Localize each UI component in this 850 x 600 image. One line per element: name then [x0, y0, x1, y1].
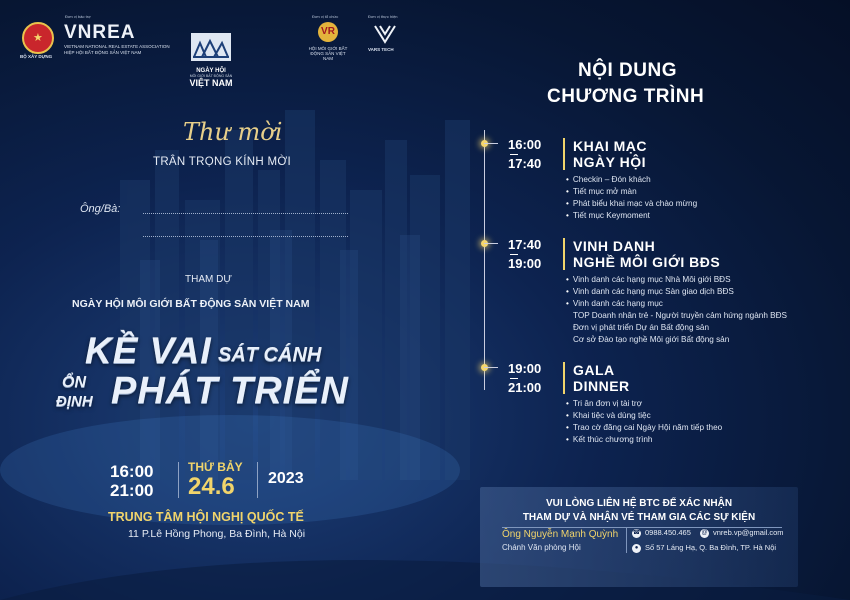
list-item: • Khai tiệc và dùng tiệc: [566, 410, 722, 422]
list-sub-item: Đơn vị phát triển Dự án Bất động sản: [573, 323, 710, 332]
list-item: • Vinh danh các hạng mục: [566, 298, 787, 310]
vars-tech-logo-icon: [373, 24, 397, 44]
vars-tech-name: VARS TECH: [368, 47, 394, 52]
time-start: 16:00: [110, 462, 154, 481]
list-item: • Kết thúc chương trình: [566, 434, 722, 446]
invitation-script-title: Thư mời: [183, 118, 283, 146]
sponsor-caption: Đơn vị bảo trợ: [65, 14, 91, 19]
name-field-line: [143, 213, 348, 214]
session-time: 19:00 21:00: [508, 361, 542, 395]
ministry-label: BỘ XÂY DỰNG: [20, 54, 53, 59]
contact-heading: VUI LÒNG LIÊN HỆ BTC ĐỂ XÁC NHẬN THAM DỰ VÀ NHẬN VÉ THAM GIA CÁC SỰ KIỆN: [522, 498, 756, 523]
name-field-label: Ông/Bà:: [80, 203, 121, 215]
list-item: • Vinh danh các hạng mục Sàn giao dịch BĐS: [566, 286, 787, 298]
bridge-icon: [188, 33, 234, 63]
list-item: • Trao cờ đăng cai Ngày Hội năm tiếp theo: [566, 422, 722, 434]
event-time: [110, 462, 153, 500]
list-item: • Tiết mục mở màn: [566, 186, 697, 198]
program-title-1: NỘI DUNG: [578, 60, 677, 81]
session-items: [566, 398, 722, 446]
list-item: • Tri ân đơn vị tài trợ: [566, 398, 722, 410]
contact-email: @ vnreb.vp@gmail.com: [701, 528, 784, 537]
program-title-2: CHƯƠNG TRÌNH: [547, 86, 705, 107]
executor-caption: Đơn vị thực hiện: [368, 14, 398, 19]
vnrea-vi-name: HIỆP HỘI BẤT ĐỘNG SẢN VIỆT NAM: [64, 50, 142, 55]
date-separator: [178, 462, 179, 498]
session-time: 16:00 17:40: [508, 137, 542, 171]
name-field-line-2: [143, 236, 348, 237]
contact-person: Ông Nguyễn Mạnh Quỳnh: [502, 529, 619, 540]
slogan-keo-vai: KỀ VAI: [85, 330, 212, 371]
host-name: HỘI MÔI GIỚI BẤT ĐỘNG SẢN VIỆT NAM: [308, 46, 348, 61]
session-title: VINH DANH NGHỀ MÔI GIỚI BĐS: [573, 238, 721, 270]
list-sub-item: Cơ sở Đào tạo nghề Môi giới Bất động sản: [573, 335, 730, 344]
event-date: 24.6: [188, 473, 235, 500]
attend-label: THAM DỰ: [185, 274, 232, 285]
session-items: [566, 274, 787, 346]
event-logo: NGÀY HỘI MÔI GIỚI BẤT ĐỘNG SẢN VIỆT NAM: [188, 33, 234, 91]
event-year: 2023: [268, 470, 304, 487]
event-name: NGÀY HỘI MÔI GIỚI BẤT ĐỘNG SẢN VIỆT NAM: [72, 298, 310, 310]
year-separator: [257, 462, 258, 498]
list-sub-item: TOP Doanh nhân trẻ - Người truyền cảm hứng ngành BĐS: [573, 311, 788, 320]
list-item: • Checkin – Đón khách: [566, 174, 697, 186]
phone-icon: ☎: [632, 529, 641, 536]
slogan-phat-trien: PHÁT TRIỂN: [111, 370, 349, 412]
ministry-emblem-icon: ★: [22, 22, 54, 54]
list-item: • Vinh danh các hạng mục Nhà Môi giới BĐS: [566, 274, 787, 286]
contact-phone: ☎ 0988.450.465: [632, 528, 691, 537]
timeline-line: [484, 130, 485, 390]
email-icon: @: [701, 529, 708, 536]
venue-name: TRUNG TÂM HỘI NGHỊ QUỐC TẾ: [108, 510, 304, 524]
contact-box: [480, 487, 798, 587]
location-pin-icon: ●: [632, 544, 641, 553]
session-time: 17:40 19:00: [508, 237, 542, 271]
host-logo-icon: VR: [318, 22, 338, 42]
venue-address: 11 P.Lê Hồng Phong, Ba Đình, Hà Nội: [128, 528, 306, 540]
list-item: • Phát biểu khai mạc và chào mừng: [566, 198, 697, 210]
slogan-on: ỔN: [62, 374, 86, 391]
respect-line: TRÂN TRỌNG KÍNH MỜI: [153, 156, 292, 168]
contact-position: Chánh Văn phòng Hội: [502, 543, 581, 552]
contact-address: ● Số 57 Láng Hạ, Q. Ba Đình, TP. Hà Nội: [632, 543, 776, 553]
session-title: GALA DINNER: [573, 362, 630, 394]
host-caption: Đơn vị tổ chức: [312, 14, 339, 19]
list-item: • Tiết mục Keymoment: [566, 210, 697, 222]
time-end: 21:00: [110, 481, 154, 500]
vnrea-en-name: VIETNAM NATIONAL REAL ESTATE ASSOCIATION: [64, 44, 170, 49]
slogan-dinh: ĐỊNH: [56, 393, 93, 410]
slogan-sat-canh: SÁT CÁNH: [218, 344, 322, 366]
weekday: THỨ BẢY: [188, 460, 243, 474]
session-items: [566, 174, 697, 222]
session-title: KHAI MẠC NGÀY HỘI: [573, 138, 647, 170]
vnrea-logo: VNREA: [64, 22, 136, 43]
